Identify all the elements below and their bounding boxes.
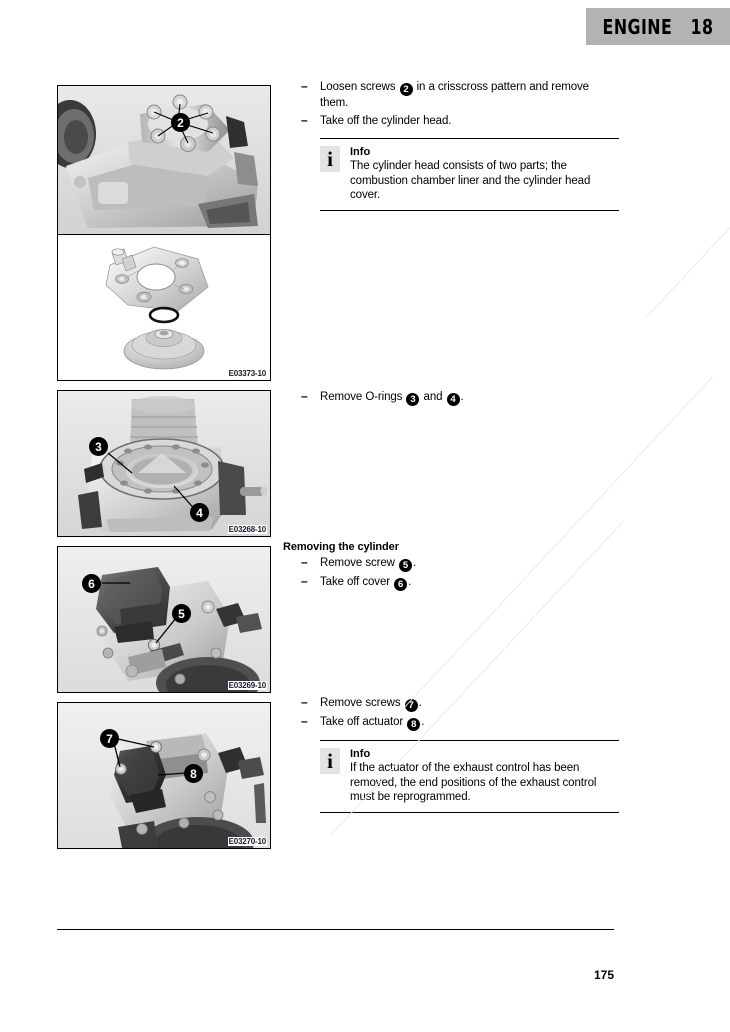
bullet-text-post: . [460,391,464,403]
bullet-text-post: . [412,557,417,569]
inline-callout-6: 6 [394,578,407,591]
inline-callout-8: 8 [407,718,420,731]
info-text: If the actuator of the exhaust control has been removed, the end positions of the exhaust control must be reprogrammed. [350,762,597,803]
section-title-removing-cylinder: Removing the cylinder [283,541,399,553]
callout-badge-6: 6 [82,574,101,593]
figure-exhaust-control-actuator [57,702,271,849]
inline-callout-3: 3 [406,393,419,406]
bullet-text-post: . [408,576,412,588]
inline-callout-5: 5 [399,559,412,572]
info-text: The cylinder head consists of two parts; the combustion chamber liner and the cylinder head cover. [350,160,591,201]
bullet-text-pre: Remove screws [320,697,404,709]
figure-4-image [58,547,270,692]
bullet-text-post: in a crisscross pattern and remove them. [320,81,589,109]
callout-badge-4: 4 [190,503,209,522]
figure-cylinder-o-rings [57,390,271,537]
figure-caption-e03373: E03373-10 [228,369,266,378]
callout-badge-3: 3 [89,437,108,456]
figure-2-image [58,235,270,380]
bullet-dash: – [301,113,308,127]
bullet-dash: – [301,79,308,93]
figure-3-image [58,391,270,536]
bullet-list-4 [283,696,619,731]
info-box-actuator [320,740,619,813]
bullet-text: Take off the cylinder head. [320,115,452,127]
figure-1-image [58,86,270,234]
figure-caption-e03270: E03270-10 [228,837,266,846]
figure-cylinder-head-photo [57,85,271,234]
figure-5-image [58,703,270,848]
instruction-block-removing-cylinder [283,541,619,594]
inline-callout-2: 2 [400,83,413,96]
figure-cylinder-head-exploded [57,234,271,381]
bullet-remove-screws [283,696,619,712]
bullet-text-pre: Remove screw [320,557,398,569]
instruction-block-actuator [283,696,619,813]
bullet-text-mid: and [420,391,446,403]
chapter-number: 18 [690,14,714,39]
bullet-text-post: . [418,697,422,709]
callout-badge-8: 8 [184,764,203,783]
info-title: Info [350,146,371,158]
chapter-header-text [603,15,714,39]
bullet-text-post: . [421,716,425,728]
footer-divider [57,929,614,930]
bullet-dash: – [301,574,308,588]
bullet-take-off-cover [283,575,619,591]
info-icon: i [320,146,340,172]
figure-exhaust-control-cover [57,546,271,693]
bullet-remove-o-rings [283,390,619,406]
chapter-header-bar [586,8,730,45]
bullet-take-off-actuator [283,715,619,731]
callout-badge-5: 5 [172,604,191,623]
bullet-dash: – [301,695,308,709]
bullet-list-1 [283,80,619,129]
bullet-take-off-cylinder-head [283,114,619,129]
info-icon: i [320,748,340,774]
info-box-cylinder-head [320,138,619,211]
chapter-label: ENGINE [602,14,673,39]
instruction-block-o-rings [283,390,619,409]
inline-callout-4: 4 [447,393,460,406]
bullet-text-pre: Remove O-rings [320,391,406,403]
figure-column [57,85,271,849]
figure-caption-e03268: E03268-10 [228,525,266,534]
bullet-dash: – [301,714,308,728]
page-number: 175 [593,968,614,982]
bullet-list-3 [283,556,619,591]
bullet-text-pre: Take off actuator [320,716,407,728]
bullet-list-2 [283,390,619,406]
bullet-remove-screw [283,556,619,572]
figure-caption-e03269: E03269-10 [228,681,266,690]
info-title: Info [350,748,371,760]
bullet-loosen-screws [283,80,619,111]
bullet-text-pre: Take off cover [320,576,394,588]
bullet-dash: – [301,389,308,403]
callout-badge-2: 2 [171,113,190,132]
inline-callout-7: 7 [405,699,418,712]
callout-badge-7: 7 [100,729,119,748]
instruction-block-cylinder-head [283,80,619,211]
bullet-dash: – [301,555,308,569]
bullet-text-pre: Loosen screws [320,81,399,93]
